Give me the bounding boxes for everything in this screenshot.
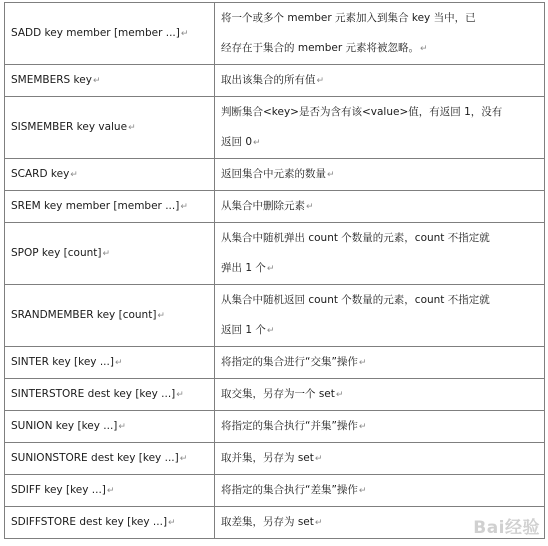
description-cell (215, 191, 545, 223)
description-text: 取并集，另存为 set (221, 452, 314, 464)
description-text: 取交集，另存为一个 set (221, 388, 335, 400)
command-cell (5, 191, 215, 223)
command-cell (5, 159, 215, 191)
command-text: SDIFF key [key ...] (11, 484, 106, 496)
paragraph-mark-icon: ↵ (306, 202, 314, 212)
paragraph-mark-icon: ↵ (180, 29, 189, 39)
description-line (221, 223, 538, 253)
description-line (221, 127, 538, 158)
command-cell (5, 347, 215, 379)
paragraph-mark-icon: ↵ (314, 454, 323, 464)
description-cell (215, 223, 545, 285)
table-row (5, 65, 545, 97)
watermark (473, 513, 540, 538)
table-row (5, 3, 545, 65)
command-cell (5, 507, 215, 539)
description-cell (215, 3, 545, 65)
paragraph-mark-icon: ↵ (168, 518, 176, 528)
paragraph-mark-icon: ↵ (176, 390, 184, 400)
description-text: 取出该集合的所有值 (221, 74, 316, 86)
description-text: 取差集，另存为 set (221, 516, 314, 528)
paragraph-mark-icon: ↵ (335, 390, 344, 400)
description-line (221, 191, 538, 222)
table-row (5, 347, 545, 379)
command-cell (5, 411, 215, 443)
description-cell (215, 159, 545, 191)
description-text: 将一个或多个 member 元素加入到集合 key 当中，已 (221, 12, 476, 24)
description-cell (215, 411, 545, 443)
description-line (221, 315, 538, 346)
table-row (5, 475, 545, 507)
paragraph-mark-icon: ↵ (253, 138, 261, 148)
paragraph-mark-icon: ↵ (358, 486, 367, 496)
description-text: 从集合中随机弹出 count 个数量的元素，count 不指定就 (221, 232, 490, 244)
description-line (221, 379, 538, 410)
command-text: SINTERSTORE dest key [key ...] (11, 388, 176, 400)
description-line (221, 253, 538, 284)
paragraph-mark-icon: ↵ (358, 358, 367, 368)
table-row (5, 379, 545, 411)
command-text: SADD key member [member ...] (11, 27, 180, 39)
command-cell (5, 443, 215, 475)
table-row (5, 285, 545, 347)
description-text: 将指定的集合执行“并集”操作 (221, 420, 358, 432)
description-line (221, 159, 538, 190)
table-row (5, 411, 545, 443)
description-cell (215, 475, 545, 507)
command-text: SREM key member [member ...] (11, 200, 180, 212)
description-text: 经存在于集合的 member 元素将被忽略。 (221, 42, 420, 54)
description-line (221, 411, 538, 442)
description-text: 将指定的集合执行“差集”操作 (221, 484, 358, 496)
description-text: 弹出 1 个 (221, 262, 266, 274)
command-text: SDIFFSTORE dest key [key ...] (11, 516, 168, 528)
command-text: SCARD key (11, 168, 70, 180)
command-cell (5, 379, 215, 411)
paragraph-mark-icon: ↵ (114, 358, 123, 368)
command-cell (5, 97, 215, 159)
paragraph-mark-icon: ↵ (180, 202, 188, 212)
paragraph-mark-icon: ↵ (118, 422, 126, 432)
table-row (5, 223, 545, 285)
command-text: SISMEMBER key value (11, 121, 128, 133)
command-table-top (4, 2, 545, 65)
command-text: SINTER key [key ...] (11, 356, 114, 368)
description-cell (215, 65, 545, 97)
description-cell (215, 379, 545, 411)
description-cell (215, 443, 545, 475)
description-cell (215, 97, 545, 159)
paragraph-mark-icon: ↵ (157, 311, 165, 321)
paragraph-mark-icon: ↵ (420, 44, 428, 54)
table-row (5, 507, 545, 539)
watermark-text: Bai经验 (473, 518, 540, 538)
command-text: SMEMBERS key (11, 74, 92, 86)
command-cell (5, 475, 215, 507)
paragraph-mark-icon: ↵ (179, 454, 188, 464)
description-text: 从集合中删除元素 (221, 200, 305, 212)
description-text: 从集合中随机返回 count 个数量的元素，count 不指定就 (221, 294, 490, 306)
paragraph-mark-icon: ↵ (128, 123, 136, 133)
paragraph-mark-icon: ↵ (316, 76, 325, 86)
paragraph-mark-icon: ↵ (266, 326, 275, 336)
description-line (221, 3, 538, 33)
description-line (221, 97, 538, 127)
description-cell (215, 285, 545, 347)
command-text: SUNIONSTORE dest key [key ...] (11, 452, 179, 464)
command-table-main (4, 64, 545, 539)
description-line (221, 285, 538, 315)
description-line (221, 443, 538, 474)
description-text: 返回集合中元素的数量 (221, 168, 326, 180)
table-row (5, 97, 545, 159)
command-text: SUNION key [key ...] (11, 420, 118, 432)
description-cell (215, 347, 545, 379)
paragraph-mark-icon: ↵ (266, 264, 275, 274)
description-line (221, 347, 538, 378)
description-text: 返回 0 (221, 136, 253, 148)
command-cell (5, 285, 215, 347)
paragraph-mark-icon: ↵ (70, 170, 78, 180)
description-line (221, 33, 538, 64)
paragraph-mark-icon: ↵ (106, 486, 115, 496)
description-line (221, 475, 538, 506)
description-text: 返回 1 个 (221, 324, 266, 336)
command-text: SPOP key [count] (11, 247, 102, 259)
command-text: SRANDMEMBER key [count] (11, 309, 157, 321)
table-row (5, 443, 545, 475)
table-row (5, 191, 545, 223)
paragraph-mark-icon: ↵ (358, 422, 367, 432)
paragraph-mark-icon: ↵ (92, 76, 101, 86)
command-cell (5, 65, 215, 97)
paragraph-mark-icon: ↵ (327, 170, 335, 180)
description-text: 将指定的集合进行“交集”操作 (221, 356, 358, 368)
table-row (5, 159, 545, 191)
description-line (221, 65, 538, 96)
paragraph-mark-icon: ↵ (102, 249, 111, 259)
description-text: 判断集合<key>是否为含有该<value>值，有返回 1，没有 (221, 106, 503, 118)
command-cell (5, 223, 215, 285)
command-cell (5, 3, 215, 65)
paragraph-mark-icon: ↵ (314, 518, 323, 528)
